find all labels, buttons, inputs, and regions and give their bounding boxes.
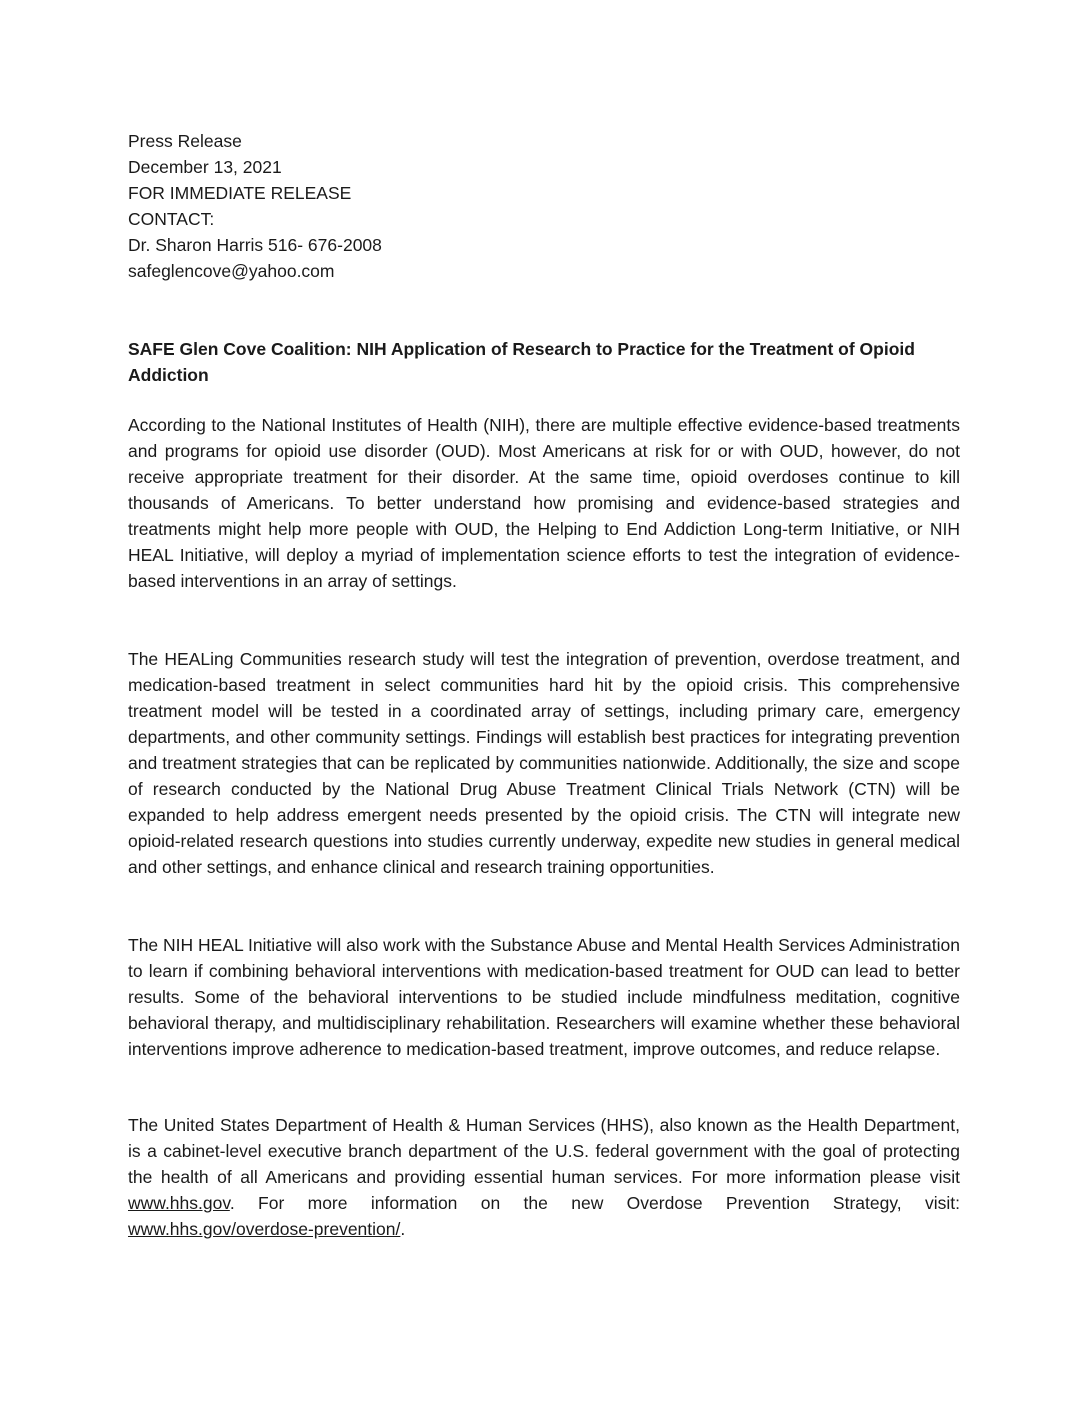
contact-email: safeglencove@yahoo.com xyxy=(128,261,335,281)
paragraph-hhs xyxy=(128,1112,960,1242)
overdose-prevention-link[interactable]: www.hhs.gov/overdose-prevention/ xyxy=(128,1219,401,1239)
overdose-strategy-text: . For more information on the new Overdose Prevention Strategy, visit: xyxy=(229,1193,960,1213)
immediate-release-label: FOR IMMEDIATE RELEASE xyxy=(128,183,352,203)
hhs-text: The United States Department of Health & Human Services (HHS), also known as the Health Department, is a cabinet-level executive branch department of the U.S. federal government with the goal of protecting the health of all Americans and providing essential human services. For more information please visit xyxy=(128,1115,960,1187)
hhs-link[interactable]: www.hhs.gov xyxy=(128,1193,230,1213)
release-date: December 13, 2021 xyxy=(128,157,282,177)
headline: SAFE Glen Cove Coalition: NIH Application of Research to Practice for the Treatment of Opioid Addiction xyxy=(128,339,915,385)
paragraph-behavioral-interventions: The NIH HEAL Initiative will also work with the Substance Abuse and Mental Health Services Administration to learn if combining behavioral interventions with medication-based treatment for OUD can lead to better results. Some of the behavioral interventions to be studied include mindfulness meditation, cognitive behavioral therapy, and multidisciplinary rehabilitation. Researchers will examine whether these behavioral interventions improve adherence to medication-based treatment, improve outcomes, and reduce relapse. xyxy=(128,935,960,1059)
document-page xyxy=(128,0,960,1408)
contact-label: CONTACT: xyxy=(128,209,215,229)
contact-person: Dr. Sharon Harris 516- 676-2008 xyxy=(128,235,382,255)
closing-period: . xyxy=(400,1219,406,1239)
press-release-header xyxy=(128,128,960,284)
paragraph-heal-initiative: According to the National Institutes of Health (NIH), there are multiple effective evidence-based treatments and programs for opioid use disorder (OUD). Most Americans at risk for or with OUD, however, do not receive appropriate treatment for their disorder. At the same time, opioid overdoses continue to kill thousands of Americans. To better understand how promising and evidence-based strategies and treatments might help more people with OUD, the Helping to End Addiction Long-term Initiative, or NIH HEAL Initiative, will deploy a myriad of implementation science efforts to test the integration of evidence-based interventions in an array of settings. xyxy=(128,415,960,591)
paragraph-healing-communities: The HEALing Communities research study will test the integration of prevention, overdose treatment, and medication-based treatment in select communities hard hit by the opioid crisis. This comprehensive treatment model will be tested in a coordinated array of settings, including primary care, emergency departments, and other community settings. Findings will establish best practices for integrating prevention and treatment strategies that can be replicated by communities nationwide. Additionally, the size and scope of research conducted by the National Drug Abuse Treatment Clinical Trials Network (CTN) will be expanded to help address emergent needs presented by the opioid crisis. The CTN will integrate new opioid-related research questions into studies currently underway, expedite new studies in general medical and other settings, and enhance clinical and research training opportunities. xyxy=(128,649,960,877)
release-label: Press Release xyxy=(128,131,242,151)
